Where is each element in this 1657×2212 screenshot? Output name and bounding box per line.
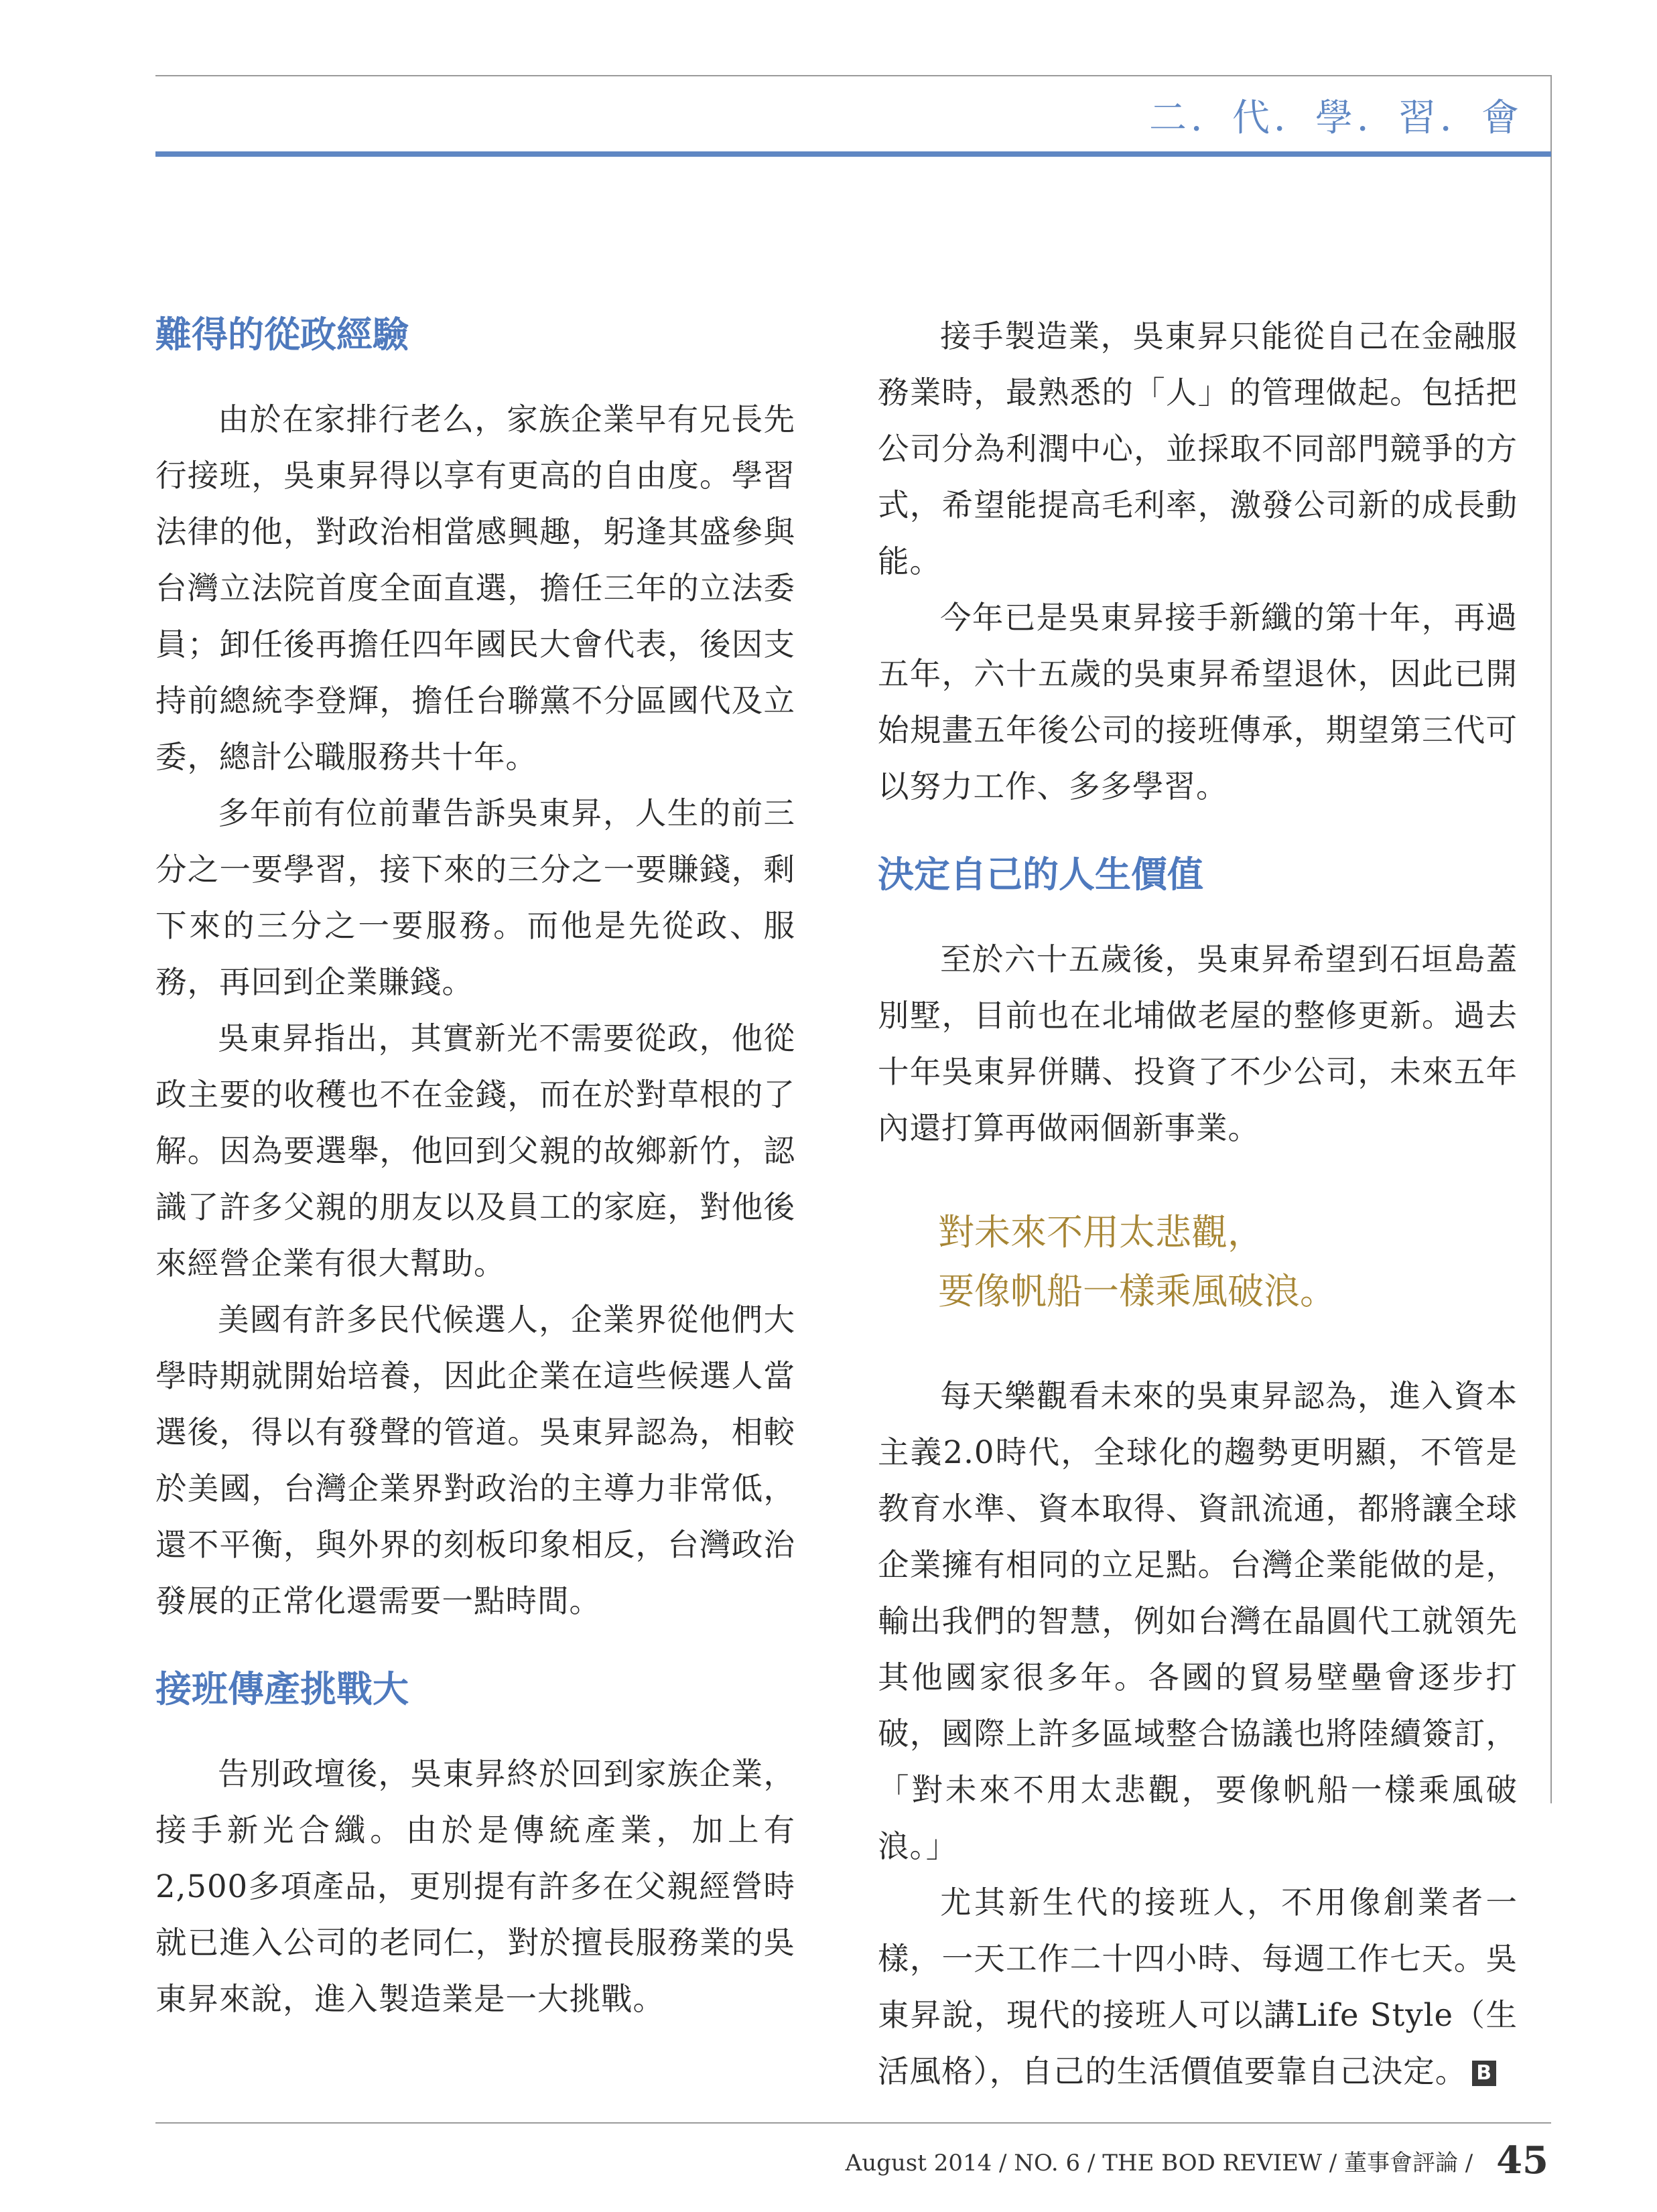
body-paragraph: 至於六十五歲後，吳東昇希望到石垣島蓋別墅，目前也在北埔做老屋的整修更新。過去十年吳東昇併購、投資了不少公司，未來五年內還打算再做兩個新事業。 (878, 941, 1518, 1146)
body-paragraph: 每天樂觀看未來的吳東昇認為，進入資本主義2.0時代，全球化的趨勢更明顯，不管是教育水準、資本取得、資訊流通，都將讓全球企業擁有相同的立足點。台灣企業能做的是，輸出我們的智慧，例如台灣在晶圓代工就領先其他國家很多年。各國的貿易壁壘會逐步打破，國際上許多區域整合協議也將陸續簽訂，「對未來不用太悲觀，要像帆船一樣乘風破浪。」 (878, 1378, 1518, 1864)
page-number: 45 (1496, 2138, 1548, 2183)
body-paragraph: 多年前有位前輩告訴吳東昇，人生的前三分之一要學習，接下來的三分之一要賺錢，剩下來的三分之一要服務。而他是先從政、服務，再回到企業賺錢。 (155, 795, 795, 1000)
section-label: 二．代．學．習．會 (1149, 96, 1523, 140)
issue-info: August 2014 / NO. 6 / THE BOD REVIEW / 董事會評論 / (845, 2150, 1473, 2176)
header-rule (155, 151, 1551, 157)
body-paragraph: 今年已是吳東昇接手新纖的第十年，再過五年，六十五歲的吳東昇希望退休，因此已開始規畫五年後公司的接班傳承，期望第三代可以努力工作、多多學習。 (878, 600, 1518, 805)
pull-quote-line: 要像帆船一樣乘風破浪。 (938, 1270, 1336, 1312)
page-footer (846, 2138, 1548, 2183)
body-paragraph: 由於在家排行老么，家族企業早有兄長先行接班，吳東昇得以享有更高的自由度。學習法律的他，對政治相當感興趣，躬逢其盛參與台灣立法院首度全面直選，擔任三年的立法委員；卸任後再擔任四年國民大會代表，後因支持前總統李登輝，擔任台聯黨不分區國代及立委，總計公職服務共十年。 (155, 401, 795, 775)
final-paragraph (878, 1874, 1518, 2099)
section-heading: 決定自己的人生價值 (878, 853, 1203, 896)
section-heading: 難得的從政經驗 (155, 314, 409, 356)
body-paragraph: 美國有許多民代候選人，企業界從他們大學時期就開始培養，因此企業在這些候選人當選後，得以有發聲的管道。吳東昇認為，相較於美國，台灣企業界對政治的主導力非常低，還不平衡，與外界的刻板印象相反，台灣政治發展的正常化還需要一點時間。 (155, 1302, 795, 1619)
final-paragraph-text: 尤其新生代的接班人，不用像創業者一樣，一天工作二十四小時、每週工作七天。吳東昇說，現代的接班人可以講Life Style（生活風格），自己的生活價值要靠自己決定。 (878, 1884, 1518, 2089)
right-column (878, 308, 1518, 2099)
page-frame-right (1550, 75, 1552, 1803)
section-heading: 接班傳產挑戰大 (155, 1668, 409, 1710)
page-frame-top (155, 75, 1551, 76)
pull-quote (938, 1203, 1518, 1321)
page-frame-bottom (155, 2122, 1551, 2124)
body-paragraph: 告別政壇後，吳東昇終於回到家族企業，接手新光合纖。由於是傳統產業，加上有2,500多項產品，更別提有許多在父親經營時就已進入公司的老同仁，對於擅長服務業的吳東昇來說，進入製造業是一大挑戰。 (155, 1756, 795, 2017)
body-paragraph: 吳東昇指出，其實新光不需要從政，他從政主要的收穫也不在金錢，而在於對草根的了解。因為要選舉，他回到父親的故鄉新竹，認識了許多父親的朋友以及員工的家庭，對他後來經營企業有很大幫助。 (155, 1020, 795, 1282)
end-mark-icon: B (1472, 2061, 1496, 2086)
left-column (155, 295, 795, 2027)
body-paragraph: 接手製造業，吳東昇只能從自己在金融服務業時，最熟悉的「人」的管理做起。包括把公司分為利潤中心，並採取不同部門競爭的方式，希望能提高毛利率，激發公司新的成長動能。 (878, 318, 1518, 579)
pull-quote-line: 對未來不用太悲觀， (938, 1211, 1264, 1253)
